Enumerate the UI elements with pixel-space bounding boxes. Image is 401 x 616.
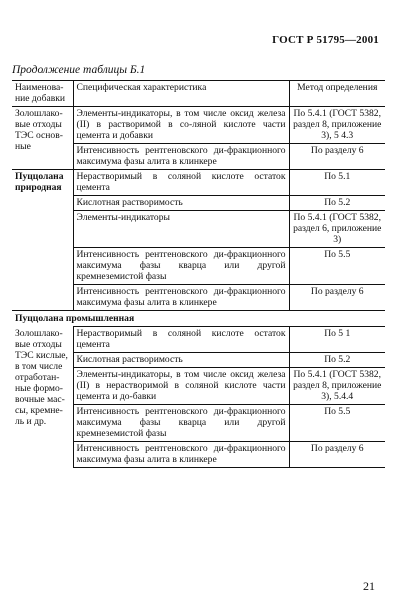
method-cell: По 5.2 [289,196,385,211]
characteristic-cell: Интенсивность рентгеновского ди-фракционного максимума фазы кварца или другой кремнеземистой фазы [73,405,289,442]
standard-header: ГОСТ Р 51795—2001 [272,34,379,46]
table-row [12,327,385,353]
characteristic-cell: Элементы-индикаторы [73,211,289,248]
column-header-characteristic: Специфическая характеристика [73,81,289,107]
method-cell: По 5.4.1 (ГОСТ 5382, раздел 8, приложение 3), 5 4.3 [289,107,385,144]
characteristic-cell: Интенсивность рентгеновского ди-фракционного максимума фазы алита в клинкере [73,144,289,170]
characteristic-cell: Элементы-индикаторы, в том числе оксид железа (II) в нерастворимой в соляной кислоте части цемента и до-бавки [73,368,289,405]
table-row [12,107,385,144]
table-header-row [12,81,385,107]
method-cell: По 5.4.1 (ГОСТ 5382, раздел 8, приложение 3), 5.4.4 [289,368,385,405]
characteristic-cell: Интенсивность рентгеновского ди-фракционного максимума фазы алита в клинкере [73,285,289,311]
characteristics-table [12,80,385,468]
section-title-row [12,311,385,327]
method-cell: По разделу 6 [289,144,385,170]
method-cell: По 5.2 [289,353,385,368]
additive-name: Пуццолана природная [12,170,73,311]
additive-name: Золошлако-вые отходы ТЭС основ-ные [12,107,73,170]
method-cell: По разделу 6 [289,285,385,311]
method-cell: По 5.5 [289,248,385,285]
method-cell: По 5.5 [289,405,385,442]
table-caption: Продолжение таблицы Б.1 [12,64,146,76]
characteristic-cell: Интенсивность рентгеновского ди-фракционного максимума фазы алита в клинкере [73,442,289,468]
table-row [12,170,385,196]
method-cell: По 5 1 [289,327,385,353]
characteristic-cell: Нерастворимый в соляной кислоте остаток цемента [73,170,289,196]
characteristic-cell: Интенсивность рентгеновского ди-фракционного максимума фазы кварца или другой кремнеземистой фазы [73,248,289,285]
page-number: 21 [363,579,375,593]
method-cell: По разделу 6 [289,442,385,468]
section-title: Пуццолана промышленная [12,311,385,327]
column-header-method: Метод определения [289,81,385,107]
characteristic-cell: Кислотная растворимость [73,196,289,211]
characteristic-cell: Элементы-индикаторы, в том числе оксид железа (II) в растворимой в со-ляной кислоте части цемента и добавки [73,107,289,144]
additive-name: Золошлако-вые отходы ТЭС кислые, в том числе отработан-ные формо-вочные мас-сы, кремне-ль и др. [15,327,68,427]
characteristic-cell: Нерастворимый в соляной кислоте остаток цемента [73,327,289,353]
column-header-additive: Наименова-ние добавки [12,81,73,107]
method-cell: По 5.4.1 (ГОСТ 5382, раздел 6, приложение 3) [289,211,385,248]
method-cell: По 5.1 [289,170,385,196]
characteristic-cell: Кислотная растворимость [73,353,289,368]
